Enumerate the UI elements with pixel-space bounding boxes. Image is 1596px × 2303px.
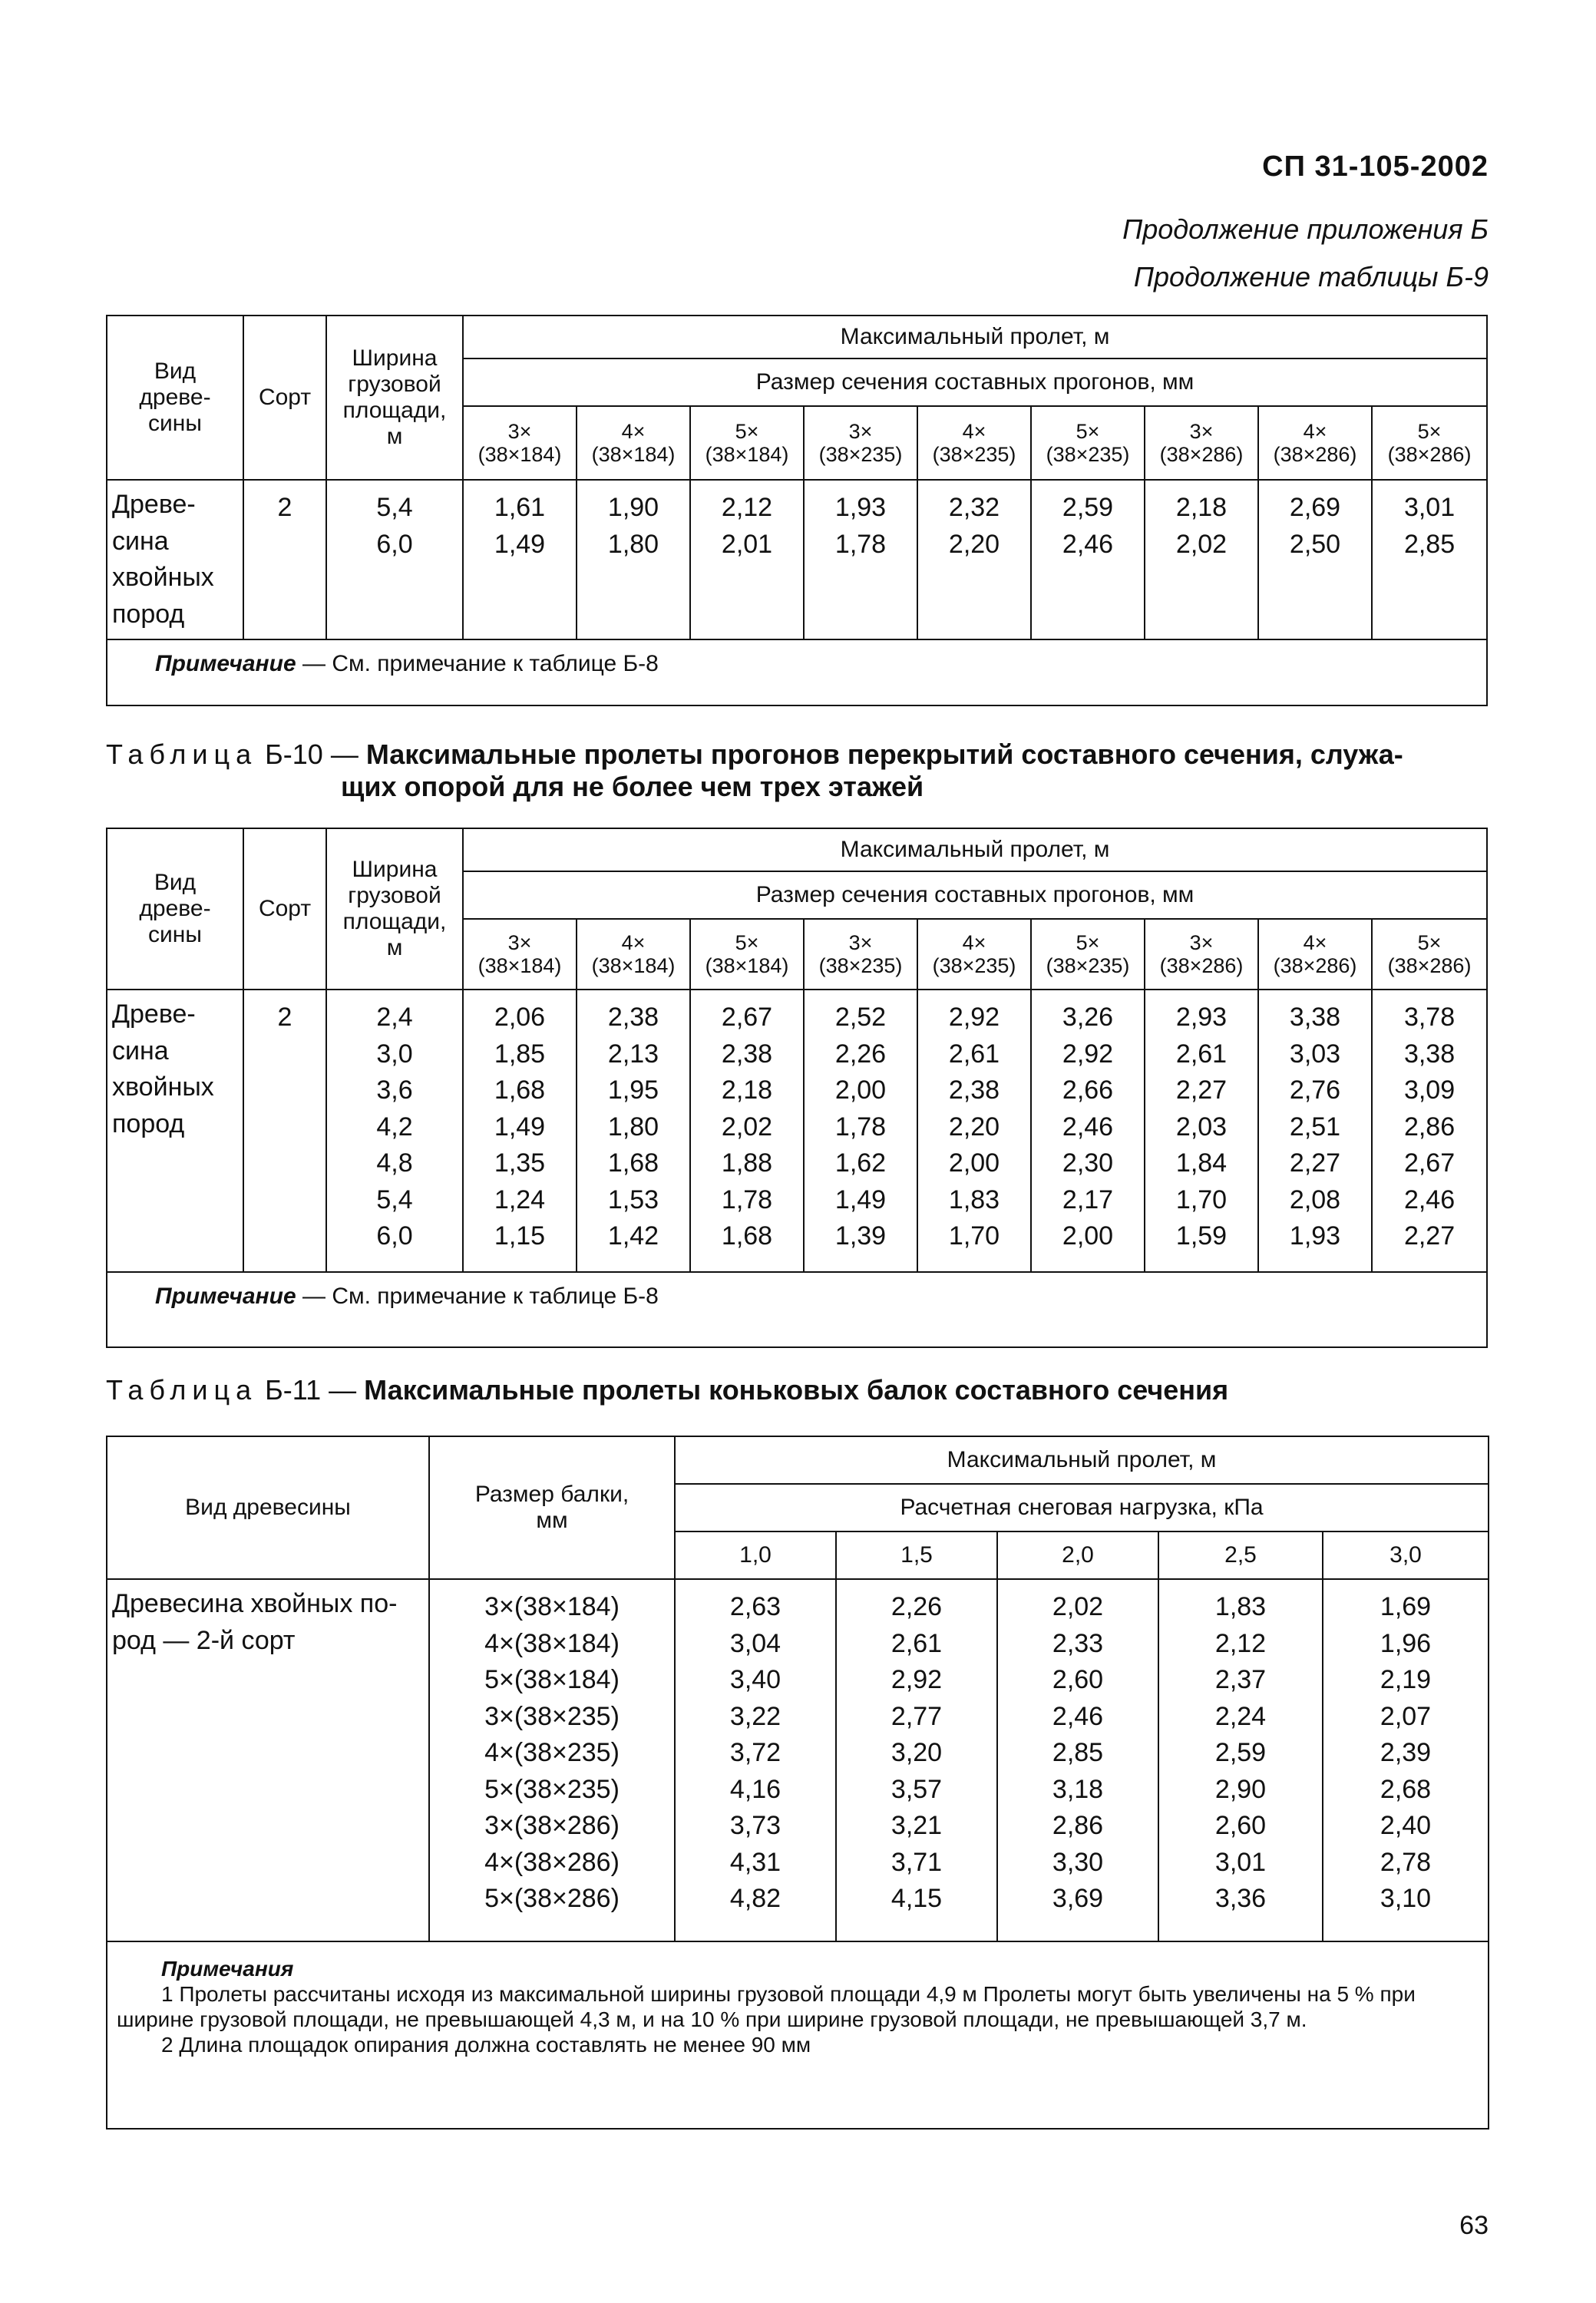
beam-size: 5×(38×286) xyxy=(484,1884,620,1913)
span-value: 2,60 xyxy=(1214,1811,1267,1840)
section-dims: (38×235) xyxy=(932,443,1016,466)
beam-size: 3×(38×184) xyxy=(484,1592,620,1621)
span-value: 2,92 xyxy=(1062,1039,1114,1069)
width-value: 4,8 xyxy=(376,1148,413,1178)
span-value: 1,85 xyxy=(494,1039,546,1069)
span-value-column xyxy=(1031,990,1145,1272)
section-size-header xyxy=(804,919,917,990)
width-value: 5,4 xyxy=(376,1185,413,1214)
span-value: 3,03 xyxy=(1289,1039,1341,1069)
span-value: 2,46 xyxy=(1062,1112,1114,1142)
span-value: 2,60 xyxy=(1052,1665,1104,1694)
span-value: 2,52 xyxy=(834,1003,887,1032)
section-size-header xyxy=(1145,919,1258,990)
section-dims: (38×286) xyxy=(1159,443,1244,466)
span-value-column xyxy=(463,990,577,1272)
span-value: 2,06 xyxy=(494,1003,546,1032)
span-value: 1,70 xyxy=(948,1221,1000,1251)
col-beam-header: Размер балки, мм xyxy=(429,1436,675,1579)
span-value-column xyxy=(1258,480,1372,639)
span-value: 3,38 xyxy=(1289,1003,1341,1032)
span-value: 2,76 xyxy=(1289,1076,1341,1105)
col-grade-header: Сорт xyxy=(243,828,326,990)
span-value: 2,61 xyxy=(948,1039,1000,1069)
col-section-header: Размер сечения составных прогонов, мм xyxy=(463,871,1487,919)
span-value-column xyxy=(917,480,1031,639)
span-value: 1,93 xyxy=(1289,1221,1341,1251)
span-value: 1,80 xyxy=(607,529,659,559)
span-value-column xyxy=(1145,990,1258,1272)
span-value-column xyxy=(577,480,690,639)
section-size-header xyxy=(463,406,577,480)
section-count: 3× xyxy=(1189,420,1214,443)
span-value: 1,61 xyxy=(494,493,546,522)
span-value: 1,49 xyxy=(494,1112,546,1142)
span-value: 2,59 xyxy=(1062,493,1114,522)
section-count: 4× xyxy=(621,931,646,954)
snow-load-header: 1,0 xyxy=(675,1531,836,1579)
section-dims: (38×286) xyxy=(1273,954,1357,977)
span-value: 2,24 xyxy=(1214,1701,1267,1731)
span-value: 2,18 xyxy=(721,1076,773,1105)
span-value: 2,07 xyxy=(1380,1701,1432,1731)
span-value: 2,26 xyxy=(891,1592,943,1621)
span-value: 2,46 xyxy=(1052,1701,1104,1731)
span-value-column xyxy=(1031,480,1145,639)
span-value: 2,02 xyxy=(1052,1592,1104,1621)
span-value: 1,68 xyxy=(721,1221,773,1251)
span-value: 2,38 xyxy=(948,1076,1000,1105)
span-value: 2,68 xyxy=(1380,1774,1432,1804)
beam-size: 4×(38×184) xyxy=(484,1628,620,1658)
col-max-span-header: Максимальный пролет, м xyxy=(463,828,1487,871)
section-size-header xyxy=(577,406,690,480)
section-count: 3× xyxy=(848,420,873,443)
span-value: 1,70 xyxy=(1175,1185,1228,1214)
span-value: 2,51 xyxy=(1289,1112,1341,1142)
span-value: 2,01 xyxy=(721,529,773,559)
span-value-column xyxy=(1158,1579,1323,1941)
section-size-header xyxy=(577,919,690,990)
section-dims: (38×184) xyxy=(591,954,676,977)
wood-type-cell: Древе- сина хвойных пород xyxy=(107,480,243,639)
span-value: 1,95 xyxy=(607,1076,659,1105)
col-max-span-header: Максимальный пролет, м xyxy=(675,1436,1489,1484)
span-value-column xyxy=(997,1579,1158,1941)
span-value: 2,50 xyxy=(1289,529,1341,559)
span-value: 2,08 xyxy=(1289,1185,1341,1214)
section-dims: (38×184) xyxy=(477,443,562,466)
span-value: 2,66 xyxy=(1062,1076,1114,1105)
span-value: 3,38 xyxy=(1403,1039,1456,1069)
snow-load-header: 3,0 xyxy=(1323,1531,1489,1579)
span-value: 1,35 xyxy=(494,1148,546,1178)
span-value: 4,31 xyxy=(729,1847,781,1877)
snow-load-header: 1,5 xyxy=(836,1531,997,1579)
span-value: 3,22 xyxy=(729,1701,781,1731)
width-value: 3,0 xyxy=(376,1039,413,1069)
span-value: 2,77 xyxy=(891,1701,943,1731)
span-value-column xyxy=(1372,480,1487,639)
grade-cell: 2 xyxy=(243,990,326,1272)
section-dims: (38×286) xyxy=(1273,443,1357,466)
span-value-column xyxy=(804,990,917,1272)
span-value-column xyxy=(1323,1579,1489,1941)
span-value: 4,15 xyxy=(891,1884,943,1913)
span-value: 2,17 xyxy=(1062,1185,1114,1214)
span-value: 2,37 xyxy=(1214,1665,1267,1694)
span-value: 2,92 xyxy=(891,1665,943,1694)
wood-type-cell: Древесина хвойных по- род — 2-й сорт xyxy=(107,1579,429,1941)
span-value: 2,00 xyxy=(1062,1221,1114,1251)
snow-load-header: 2,0 xyxy=(997,1531,1158,1579)
section-count: 5× xyxy=(735,931,759,954)
span-value: 2,19 xyxy=(1380,1665,1432,1694)
section-size-header xyxy=(1372,406,1487,480)
span-value: 1,42 xyxy=(607,1221,659,1251)
section-count: 4× xyxy=(1303,931,1327,954)
section-size-header xyxy=(1145,406,1258,480)
span-value: 2,63 xyxy=(729,1592,781,1621)
section-dims: (38×184) xyxy=(477,954,562,977)
span-value: 1,15 xyxy=(494,1221,546,1251)
col-snow-header: Расчетная снеговая нагрузка, кПа xyxy=(675,1484,1489,1531)
span-value: 2,20 xyxy=(948,529,1000,559)
note-text: — См. примечание к таблице Б-8 xyxy=(296,651,659,676)
span-value: 1,88 xyxy=(721,1148,773,1178)
beam-size-cell xyxy=(429,1579,675,1941)
section-dims: (38×235) xyxy=(818,954,903,977)
span-value: 1,68 xyxy=(494,1076,546,1105)
span-value: 2,27 xyxy=(1289,1148,1341,1178)
span-value: 2,12 xyxy=(721,493,773,522)
span-value: 1,78 xyxy=(834,1112,887,1142)
span-value: 3,57 xyxy=(891,1774,943,1804)
section-count: 5× xyxy=(1076,420,1100,443)
col-grade-header: Сорт xyxy=(243,316,326,480)
span-value: 1,83 xyxy=(948,1185,1000,1214)
span-value: 1,62 xyxy=(834,1148,887,1178)
note-1: 1 Пролеты рассчитаны исходя из максимальной ширины грузовой площади 4,9 м Пролеты могут быть увеличены на 5 % при ширине грузовой площади, не превышающей 4,3 м, и на 10 % при ширине грузовой площади, не превышающей 3,7 м. xyxy=(117,1982,1416,2031)
col-wood-header: Вид древесины xyxy=(107,1436,429,1579)
span-value: 3,01 xyxy=(1214,1847,1267,1877)
table-notes xyxy=(107,1941,1489,2129)
caption-number: Б-10 xyxy=(265,738,323,770)
span-value: 2,26 xyxy=(834,1039,887,1069)
width-value: 6,0 xyxy=(376,1221,413,1251)
span-value: 3,40 xyxy=(729,1665,781,1694)
span-value: 3,26 xyxy=(1062,1003,1114,1032)
span-value: 4,82 xyxy=(729,1884,781,1913)
span-value: 1,96 xyxy=(1380,1628,1432,1658)
section-dims: (38×235) xyxy=(932,954,1016,977)
span-value-column xyxy=(463,480,577,639)
continuation-appendix-label: Продолжение приложения Б xyxy=(1122,213,1489,245)
section-size-header xyxy=(917,919,1031,990)
section-dims: (38×286) xyxy=(1159,954,1244,977)
span-value: 1,53 xyxy=(607,1185,659,1214)
span-value: 2,32 xyxy=(948,493,1000,522)
span-value: 3,04 xyxy=(729,1628,781,1658)
span-value: 1,24 xyxy=(494,1185,546,1214)
span-value: 2,85 xyxy=(1052,1738,1104,1767)
span-value: 2,30 xyxy=(1062,1148,1114,1178)
span-value: 2,86 xyxy=(1052,1811,1104,1840)
table-b10 xyxy=(106,828,1488,1348)
table-b11-caption: Таблица Б-11 — Максимальные пролеты коньковых балок составного сечения xyxy=(106,1374,1229,1406)
caption-prefix: Таблица xyxy=(106,738,258,770)
section-size-header xyxy=(1372,919,1487,990)
span-value: 2,61 xyxy=(1175,1039,1228,1069)
section-dims: (38×184) xyxy=(705,443,789,466)
section-count: 4× xyxy=(962,931,986,954)
page-number: 63 xyxy=(1459,2211,1489,2240)
width-value: 2,4 xyxy=(376,1003,413,1032)
span-value: 2,93 xyxy=(1175,1003,1228,1032)
beam-size: 3×(38×235) xyxy=(484,1701,620,1731)
table-note xyxy=(107,639,1487,705)
table-b9 xyxy=(106,315,1488,706)
note-2: 2 Длина площадок опирания должна составлять не менее 90 мм xyxy=(161,2033,811,2057)
span-value-column xyxy=(690,480,804,639)
span-value: 2,20 xyxy=(948,1112,1000,1142)
section-count: 3× xyxy=(507,931,532,954)
section-dims: (38×286) xyxy=(1387,954,1472,977)
section-size-header xyxy=(917,406,1031,480)
span-value: 4,16 xyxy=(729,1774,781,1804)
span-value: 1,78 xyxy=(834,529,887,559)
span-value: 3,78 xyxy=(1403,1003,1456,1032)
span-value-column xyxy=(690,990,804,1272)
span-value: 2,33 xyxy=(1052,1628,1104,1658)
span-value: 1,68 xyxy=(607,1148,659,1178)
span-value: 3,09 xyxy=(1403,1076,1456,1105)
section-dims: (38×235) xyxy=(1046,954,1130,977)
width-value: 3,6 xyxy=(376,1076,413,1105)
span-value: 2,18 xyxy=(1175,493,1228,522)
span-value: 2,61 xyxy=(891,1628,943,1658)
document-code: СП 31-105-2002 xyxy=(1262,150,1489,183)
span-value: 2,59 xyxy=(1214,1738,1267,1767)
span-value: 2,92 xyxy=(948,1003,1000,1032)
span-value: 1,39 xyxy=(834,1221,887,1251)
span-value: 2,39 xyxy=(1380,1738,1432,1767)
span-value: 2,86 xyxy=(1403,1112,1456,1142)
section-size-header xyxy=(690,406,804,480)
caption-title-line2: щих опорой для не более чем трех этажей xyxy=(341,771,924,802)
section-count: 5× xyxy=(1417,931,1442,954)
span-value: 1,80 xyxy=(607,1112,659,1142)
grade-cell: 2 xyxy=(243,480,326,639)
span-value: 1,78 xyxy=(721,1185,773,1214)
caption-prefix: Таблица xyxy=(106,1374,258,1406)
col-section-header: Размер сечения составных прогонов, мм xyxy=(463,359,1487,406)
span-value: 3,10 xyxy=(1380,1884,1432,1913)
section-count: 5× xyxy=(735,420,759,443)
beam-size: 4×(38×286) xyxy=(484,1847,620,1877)
span-value: 2,46 xyxy=(1062,529,1114,559)
span-value: 2,38 xyxy=(721,1039,773,1069)
span-value: 2,78 xyxy=(1380,1847,1432,1877)
table-b10-caption: Таблица Б-10 — Максимальные пролеты прогонов перекрытий составного сечения, служа- щих опорой для не более чем трех этажей xyxy=(106,738,1403,802)
span-value: 2,12 xyxy=(1214,1628,1267,1658)
span-value: 1,49 xyxy=(834,1185,887,1214)
section-count: 4× xyxy=(621,420,646,443)
notes-title: Примечания xyxy=(161,1957,294,1981)
note-label: Примечание xyxy=(155,1284,296,1309)
span-value: 2,67 xyxy=(721,1003,773,1032)
section-size-header xyxy=(1031,406,1145,480)
span-value: 2,67 xyxy=(1403,1148,1456,1178)
span-value: 2,27 xyxy=(1403,1221,1456,1251)
beam-size: 5×(38×184) xyxy=(484,1665,620,1694)
col-width-header: Ширина грузовой площади, м xyxy=(326,316,463,480)
span-value: 2,38 xyxy=(607,1003,659,1032)
span-value: 1,84 xyxy=(1175,1148,1228,1178)
section-size-header xyxy=(463,919,577,990)
table-b11 xyxy=(106,1436,1489,2130)
snow-load-header: 2,5 xyxy=(1158,1531,1323,1579)
span-value: 1,93 xyxy=(834,493,887,522)
span-value: 3,71 xyxy=(891,1847,943,1877)
section-count: 4× xyxy=(962,420,986,443)
span-value: 2,40 xyxy=(1380,1811,1432,1840)
span-value: 3,21 xyxy=(891,1811,943,1840)
span-value-column xyxy=(917,990,1031,1272)
section-count: 5× xyxy=(1076,931,1100,954)
span-value-column xyxy=(675,1579,836,1941)
span-value-column xyxy=(804,480,917,639)
beam-size: 3×(38×286) xyxy=(484,1811,620,1840)
span-value: 2,90 xyxy=(1214,1774,1267,1804)
span-value: 3,73 xyxy=(729,1811,781,1840)
note-label: Примечание xyxy=(155,651,296,676)
span-value: 1,69 xyxy=(1380,1592,1432,1621)
span-value: 2,13 xyxy=(607,1039,659,1069)
caption-title: Максимальные пролеты коньковых балок составного сечения xyxy=(364,1374,1229,1406)
continuation-table-label: Продолжение таблицы Б-9 xyxy=(1133,261,1489,292)
span-value: 3,18 xyxy=(1052,1774,1104,1804)
beam-size: 5×(38×235) xyxy=(484,1774,620,1804)
table-note xyxy=(107,1272,1487,1347)
col-wood-header: Вид древе- сины xyxy=(107,828,243,990)
section-size-header xyxy=(1258,406,1372,480)
span-value-column xyxy=(1258,990,1372,1272)
span-value: 3,69 xyxy=(1052,1884,1104,1913)
span-value: 3,36 xyxy=(1214,1884,1267,1913)
span-value: 3,20 xyxy=(891,1738,943,1767)
span-value: 3,30 xyxy=(1052,1847,1104,1877)
section-size-header xyxy=(804,406,917,480)
section-size-header xyxy=(1031,919,1145,990)
section-count: 5× xyxy=(1417,420,1442,443)
span-value: 2,02 xyxy=(721,1112,773,1142)
span-value: 2,03 xyxy=(1175,1112,1228,1142)
col-width-header: Ширина грузовой площади, м xyxy=(326,828,463,990)
section-count: 3× xyxy=(507,420,532,443)
span-value: 1,83 xyxy=(1214,1592,1267,1621)
span-value: 2,27 xyxy=(1175,1076,1228,1105)
col-wood-header: Вид древе- сины xyxy=(107,316,243,480)
caption-title-line1: Максимальные пролеты прогонов перекрытий составного сечения, служа- xyxy=(365,738,1403,770)
span-value-column xyxy=(1145,480,1258,639)
span-value: 2,69 xyxy=(1289,493,1341,522)
span-value: 2,46 xyxy=(1403,1185,1456,1214)
span-value: 2,00 xyxy=(834,1076,887,1105)
span-value: 3,01 xyxy=(1403,493,1456,522)
span-value: 1,49 xyxy=(494,529,546,559)
span-value: 2,00 xyxy=(948,1148,1000,1178)
section-size-header xyxy=(1258,919,1372,990)
caption-number: Б-11 xyxy=(265,1374,322,1406)
section-size-header xyxy=(690,919,804,990)
span-value-column xyxy=(1372,990,1487,1272)
section-count: 3× xyxy=(848,931,873,954)
width-value: 4,2 xyxy=(376,1112,413,1142)
section-dims: (38×184) xyxy=(591,443,676,466)
width-cell: 5,4 6,0 xyxy=(326,480,463,639)
span-value-column xyxy=(836,1579,997,1941)
col-max-span-header: Максимальный пролет, м xyxy=(463,316,1487,359)
span-value: 1,90 xyxy=(607,493,659,522)
width-cell xyxy=(326,990,463,1272)
span-value: 1,59 xyxy=(1175,1221,1228,1251)
section-dims: (38×235) xyxy=(1046,443,1130,466)
section-dims: (38×235) xyxy=(818,443,903,466)
span-value: 3,72 xyxy=(729,1738,781,1767)
section-dims: (38×184) xyxy=(705,954,789,977)
beam-size: 4×(38×235) xyxy=(484,1738,620,1767)
section-dims: (38×286) xyxy=(1387,443,1472,466)
span-value: 2,02 xyxy=(1175,529,1228,559)
note-text: — См. примечание к таблице Б-8 xyxy=(296,1284,659,1309)
span-value: 2,85 xyxy=(1403,529,1456,559)
span-value-column xyxy=(577,990,690,1272)
section-count: 3× xyxy=(1189,931,1214,954)
section-count: 4× xyxy=(1303,420,1327,443)
wood-type-cell: Древе- сина хвойных пород xyxy=(107,990,243,1272)
